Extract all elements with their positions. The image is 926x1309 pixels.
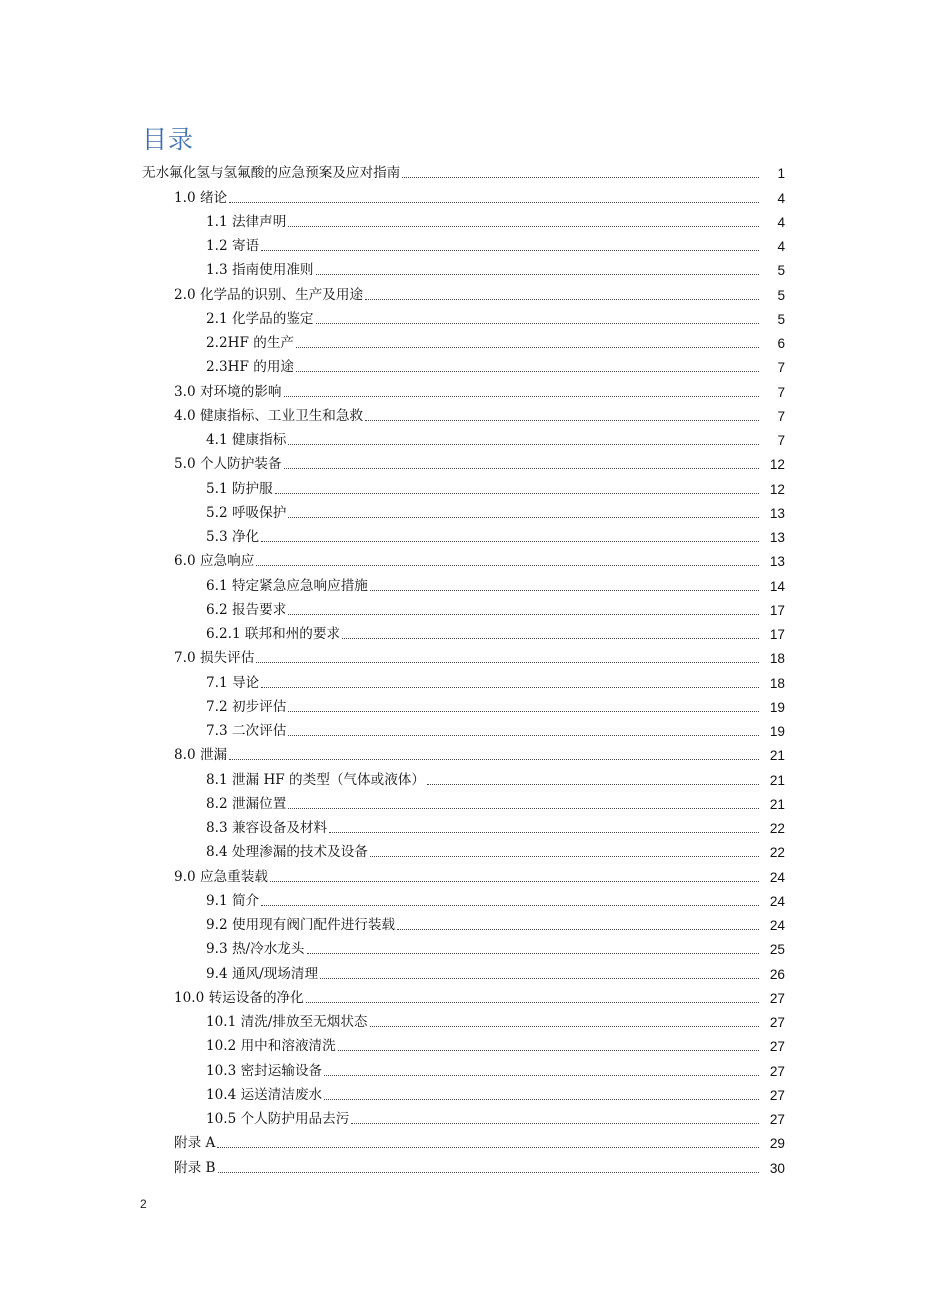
toc-entry-page: 24	[769, 869, 785, 885]
toc-dot-leader	[261, 250, 759, 251]
toc-dot-leader	[284, 468, 759, 469]
toc-entry-page: 13	[769, 505, 785, 521]
toc-entry-title: 附录 B	[174, 1159, 216, 1176]
toc-entry[interactable]	[0, 282, 926, 306]
toc-dot-leader	[288, 517, 759, 518]
toc-entry-title: 1.3 指南使用准则	[206, 262, 314, 279]
toc-dot-leader	[288, 226, 759, 227]
toc-entry-page: 5	[777, 311, 785, 327]
toc-entry[interactable]	[0, 816, 926, 840]
toc-dot-leader	[370, 856, 759, 857]
toc-entry-page: 19	[769, 699, 785, 715]
toc-entry-title: 9.3 热/冷水龙头	[206, 941, 305, 958]
toc-dot-leader	[256, 565, 759, 566]
toc-entry-title: 10.5 个人防护用品去污	[206, 1111, 350, 1127]
toc-dot-leader	[320, 978, 759, 979]
toc-entry-page: 29	[769, 1136, 785, 1152]
toc-entry-page: 27	[769, 1112, 785, 1127]
toc-entry[interactable]	[0, 161, 926, 185]
toc-dot-leader	[370, 590, 759, 591]
toc-entry-page: 7	[777, 360, 785, 376]
toc-dot-leader	[365, 420, 759, 421]
toc-entry-title: 1.2 寄语	[206, 238, 260, 254]
toc-entry-title: 2.2HF 的生产	[206, 335, 295, 351]
toc-dot-leader	[316, 323, 759, 324]
toc-entry-title: 9.1 简介	[206, 892, 260, 909]
toc-dot-leader	[288, 444, 759, 445]
toc-entry-title: 5.0 个人防护装备	[174, 456, 282, 473]
toc-entry-page: 13	[769, 530, 785, 545]
toc-entry[interactable]	[0, 573, 926, 597]
toc-dot-leader	[288, 735, 759, 736]
toc-dot-leader	[229, 202, 759, 203]
toc-entry-title: 2.3HF 的用途	[206, 359, 295, 376]
toc-entry[interactable]	[0, 743, 926, 767]
toc-entry-page: 5	[777, 287, 785, 303]
toc-entry[interactable]	[0, 234, 926, 258]
toc-entry-title: 5.3 净化	[206, 529, 260, 545]
toc-entry[interactable]	[0, 355, 926, 379]
toc-entry[interactable]	[0, 622, 926, 646]
toc-dot-leader	[296, 347, 759, 348]
toc-dot-leader	[402, 177, 759, 178]
toc-entry-title: 无水氟化氢与氢氟酸的应急预案及应对指南	[142, 165, 401, 182]
toc-entry-page: 25	[769, 942, 785, 958]
toc-entry[interactable]	[0, 452, 926, 476]
toc-entry-page: 7	[777, 408, 785, 424]
toc-entry[interactable]	[0, 719, 926, 743]
toc-entry-page: 4	[777, 239, 785, 254]
toc-dot-leader	[365, 299, 759, 300]
toc-entry[interactable]	[0, 1131, 926, 1155]
toc-entry[interactable]	[0, 185, 926, 209]
toc-entry-page: 4	[777, 190, 785, 206]
toc-entry[interactable]	[0, 598, 926, 622]
toc-dot-leader	[316, 274, 759, 275]
toc-dot-leader	[324, 1099, 759, 1100]
toc-dot-leader	[288, 614, 759, 615]
toc-entry-page: 21	[769, 796, 785, 812]
toc-dot-leader	[261, 541, 759, 542]
toc-entry[interactable]	[0, 1155, 926, 1179]
toc-entry[interactable]	[0, 525, 926, 549]
toc-dot-leader	[324, 1075, 759, 1076]
toc-entry[interactable]	[0, 646, 926, 670]
toc-entry-page: 7	[777, 384, 785, 400]
toc-entry-title: 7.0 损失评估	[174, 650, 255, 667]
toc-entry-title: 5.1 防护服	[206, 480, 273, 497]
toc-entry[interactable]	[0, 1107, 926, 1131]
toc-entry-page: 27	[769, 1015, 785, 1030]
toc-entry-title: 8.3 兼容设备及材料	[206, 820, 328, 836]
toc-entry-title: 4.1 健康指标	[206, 432, 287, 448]
toc-entry[interactable]	[0, 695, 926, 719]
toc-entry-page: 12	[769, 481, 785, 497]
toc-entry-page: 6	[777, 336, 785, 351]
toc-entry[interactable]	[0, 1034, 926, 1058]
toc-entry-title: 3.0 对环境的影响	[174, 383, 282, 400]
toc-entry-title: 6.0 应急响应	[174, 553, 255, 570]
toc-entry-title: 10.0 转运设备的净化	[174, 989, 304, 1006]
toc-dot-leader	[270, 881, 759, 882]
toc-entry-page: 30	[769, 1160, 785, 1176]
page-number: 2	[140, 1197, 147, 1211]
toc-entry-title: 10.1 清洗/排放至无烟状态	[206, 1014, 368, 1030]
toc-entry-page: 17	[769, 602, 785, 618]
toc-entry-title: 附录 A	[174, 1135, 216, 1152]
toc-entry-page: 18	[769, 651, 785, 667]
toc-entry-page: 24	[769, 918, 785, 933]
toc-entry-title: 7.2 初步评估	[206, 698, 287, 715]
toc-entry[interactable]	[0, 913, 926, 937]
toc-entry[interactable]	[0, 986, 926, 1010]
toc-entry-title: 8.1 泄漏 HF 的类型（气体或液体）	[206, 771, 425, 788]
toc-entry[interactable]	[0, 307, 926, 331]
toc-entry-title: 7.3 二次评估	[206, 723, 287, 739]
toc-entry-title: 2.1 化学品的鉴定	[206, 310, 314, 327]
toc-entry[interactable]	[0, 1058, 926, 1082]
toc-entry-page: 22	[769, 845, 785, 861]
toc-dot-leader	[288, 808, 759, 809]
toc-entry-title: 8.4 处理渗漏的技术及设备	[206, 844, 368, 861]
toc-entry[interactable]	[0, 670, 926, 694]
toc-entry-title: 10.4 运送清洁废水	[206, 1086, 323, 1103]
toc-entry[interactable]	[0, 767, 926, 791]
toc-entry-title: 6.2 报告要求	[206, 601, 287, 618]
toc-entry[interactable]	[0, 549, 926, 573]
toc-dot-leader	[256, 662, 759, 663]
toc-dot-leader	[284, 396, 759, 397]
toc-entry[interactable]	[0, 379, 926, 403]
toc-entry-page: 19	[769, 724, 785, 739]
toc-entry-page: 17	[769, 627, 785, 642]
toc-entry[interactable]	[0, 1010, 926, 1034]
toc-dot-leader	[296, 371, 759, 372]
toc-dot-leader	[261, 687, 759, 688]
toc-dot-leader	[307, 953, 760, 954]
toc-entry[interactable]	[0, 840, 926, 864]
toc-dot-leader	[261, 905, 759, 906]
toc-entry-title: 10.3 密封运输设备	[206, 1062, 323, 1079]
toc-entry-title: 4.0 健康指标、工业卫生和急救	[174, 407, 364, 424]
toc-dot-leader	[218, 1172, 760, 1173]
toc-dot-leader	[370, 1026, 759, 1027]
toc-entry-page: 27	[769, 1063, 785, 1079]
toc-entry[interactable]	[0, 792, 926, 816]
toc-entry-title: 9.2 使用现有阀门配件进行装载	[206, 917, 396, 933]
toc-dot-leader	[338, 1050, 759, 1051]
toc-list	[0, 161, 926, 1180]
toc-dot-leader	[288, 711, 759, 712]
toc-entry[interactable]	[0, 889, 926, 913]
toc-entry[interactable]	[0, 258, 926, 282]
toc-entry[interactable]	[0, 864, 926, 888]
toc-entry-page: 27	[769, 1039, 785, 1055]
toc-entry-page: 26	[769, 966, 785, 982]
toc-entry-title: 8.0 泄漏	[174, 747, 228, 764]
toc-entry-page: 24	[769, 893, 785, 909]
toc-entry-page: 27	[769, 990, 785, 1006]
toc-entry[interactable]	[0, 1083, 926, 1107]
toc-dot-leader	[229, 759, 759, 760]
toc-entry[interactable]	[0, 404, 926, 428]
toc-entry-page: 21	[769, 748, 785, 764]
toc-entry-title: 8.2 泄漏位置	[206, 795, 287, 812]
toc-entry-page: 7	[777, 433, 785, 448]
toc-entry[interactable]	[0, 331, 926, 355]
toc-entry[interactable]	[0, 428, 926, 452]
toc-dot-leader	[329, 832, 759, 833]
toc-entry-page: 14	[769, 578, 785, 594]
toc-entry-page: 5	[777, 263, 785, 279]
toc-entry-title: 9.0 应急重装载	[174, 868, 268, 885]
toc-entry-title: 1.0 绪论	[174, 189, 228, 206]
toc-entry-title: 9.4 通风/现场清理	[206, 965, 319, 982]
toc-entry-title: 6.1 特定紧急应急响应措施	[206, 577, 368, 594]
toc-entry-page: 13	[769, 554, 785, 570]
toc-entry-page: 18	[769, 675, 785, 691]
toc-entry[interactable]	[0, 961, 926, 985]
toc-entry-title: 5.2 呼吸保护	[206, 504, 287, 521]
toc-dot-leader	[275, 493, 759, 494]
toc-dot-leader	[342, 638, 759, 639]
toc-entry-page: 12	[769, 457, 785, 473]
toc-dot-leader	[306, 1002, 759, 1003]
toc-dot-leader	[351, 1123, 759, 1124]
toc-entry-title: 7.1 导论	[206, 674, 260, 691]
toc-entry-title: 6.2.1 联邦和州的要求	[206, 626, 341, 642]
toc-entry-page: 1	[777, 166, 785, 182]
toc-entry-page: 22	[769, 821, 785, 836]
toc-title: 目录	[142, 125, 195, 154]
toc-entry-page: 27	[769, 1087, 785, 1103]
toc-entry[interactable]	[0, 476, 926, 500]
toc-dot-leader	[217, 1147, 759, 1148]
toc-dot-leader	[427, 784, 759, 785]
toc-entry-title: 10.2 用中和溶液清洗	[206, 1038, 336, 1055]
toc-entry-title: 1.1 法律声明	[206, 213, 287, 230]
toc-entry-title: 2.0 化学品的识别、生产及用途	[174, 286, 364, 303]
toc-entry[interactable]	[0, 210, 926, 234]
toc-entry[interactable]	[0, 937, 926, 961]
toc-entry-page: 4	[777, 214, 785, 230]
toc-dot-leader	[397, 929, 759, 930]
toc-entry-page: 21	[769, 772, 785, 788]
toc-entry[interactable]	[0, 501, 926, 525]
